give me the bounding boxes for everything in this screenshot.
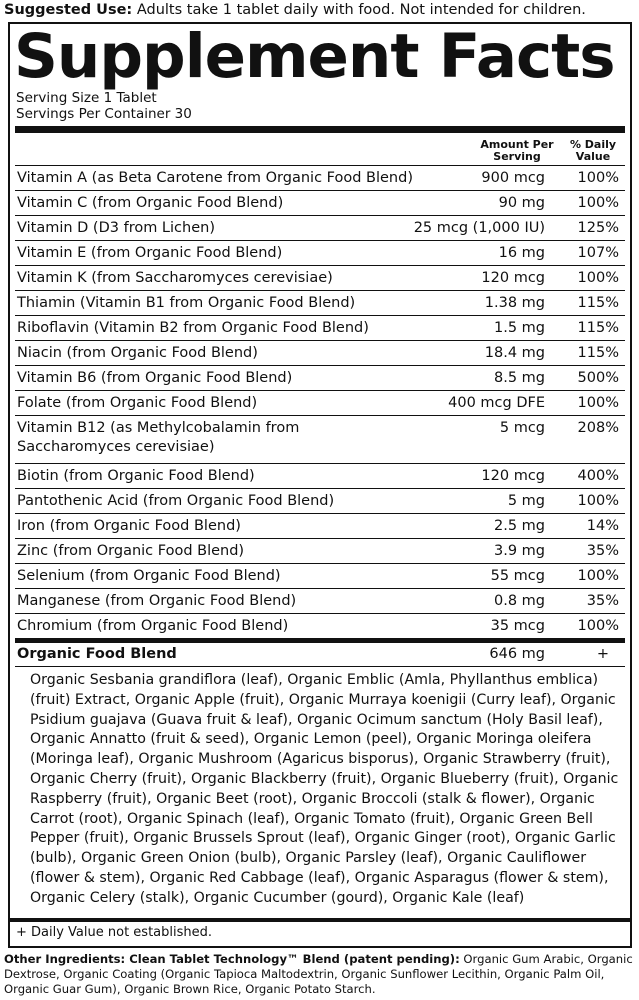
nutrient-dv: 115% xyxy=(577,295,619,311)
footnote: + Daily Value not established. xyxy=(10,918,630,946)
nutrient-row xyxy=(15,539,625,564)
nutrient-amount: 55 mcg xyxy=(490,568,545,584)
nutrient-amount: 2.5 mg xyxy=(494,518,545,534)
nutrient-dv: 100% xyxy=(577,568,619,584)
nutrient-name: Niacin (from Organic Food Blend) xyxy=(17,345,258,361)
nutrient-name: Vitamin B12 (as Methylcobalamin from Saccharomyces cerevisiae) xyxy=(17,420,300,455)
nutrient-row xyxy=(15,514,625,539)
nutrient-amount: 5 mg xyxy=(507,493,545,509)
nutrient-name: Manganese (from Organic Food Blend) xyxy=(17,593,297,609)
nutrient-dv: 100% xyxy=(577,618,619,634)
nutrient-name: Vitamin C (from Organic Food Blend) xyxy=(17,195,284,211)
nutrient-amount: 1.5 mg xyxy=(494,320,545,336)
serving-size: Serving Size 1 Tablet xyxy=(16,90,157,106)
nutrient-amount: 1.38 mg xyxy=(484,295,545,311)
nutrient-row xyxy=(15,464,625,489)
nutrient-amount: 16 mg xyxy=(498,245,545,261)
nutrient-amount: 3.9 mg xyxy=(494,543,545,559)
nutrient-amount: 400 mcg DFE xyxy=(448,395,545,411)
nutrient-amount: 35 mcg xyxy=(490,618,545,634)
nutrient-dv: 100% xyxy=(577,195,619,211)
blend-ingredients: Organic Sesbania grandiflora (leaf), Organic Emblic (Amla, Phyllanthus emblica) (fruit) Extract, Organic Apple (fruit), Organic Murraya koenigii (Curry leaf), Organic Psidium guajava (Guava fruit & leaf), Organic Ocimum sanctum (Holy Basil leaf), Organic Annatto (fruit & seed), Organic Lemon (peel), Organic Moringa oleifera (Moringa leaf), Organic Mushroom (Agaricus bisporus), Organic Strawberry (fruit), Organic Cherry (fruit), Organic Blackberry (fruit), Organic Blueberry (fruit), Organic Raspberry (fruit), Organic Beet (root), Organic Broccoli (stalk & flower), Organic Carrot (root), Organic Spinach (leaf), Organic Tomato (fruit), Organic Green Bell Pepper (fruit), Organic Brussels Sprout (leaf), Organic Ginger (root), Organic Garlic (bulb), Organic Green Onion (bulb), Organic Parsley (leaf), Organic Cauliflower (flower & stem), Organic Red Cabbage (leaf), Organic Asparagus (flower & stem), Organic Celery (stalk), Organic Cucumber (gourd), Organic Kale (leaf) xyxy=(30,672,619,906)
nutrient-name: Folate (from Organic Food Blend) xyxy=(17,395,258,411)
nutrient-name: Selenium (from Organic Food Blend) xyxy=(17,568,281,584)
nutrient-amount: 25 mcg (1,000 IU) xyxy=(413,220,545,236)
nutrient-row xyxy=(15,266,625,291)
nutrient-amount: 900 mcg xyxy=(481,170,545,186)
nutrient-amount: 18.4 mg xyxy=(484,345,545,361)
blend-dv: + xyxy=(596,646,609,662)
nutrient-row xyxy=(15,341,625,366)
nutrient-row xyxy=(15,391,625,416)
nutrient-dv: 107% xyxy=(577,245,619,261)
nutrient-name: Vitamin D (D3 from Lichen) xyxy=(17,220,215,236)
panel-title: Supplement Facts xyxy=(14,21,615,92)
nutrient-dv: 100% xyxy=(577,170,619,186)
nutrient-row xyxy=(15,241,625,266)
nutrient-row xyxy=(15,416,625,464)
suggested-use-label: Suggested Use: xyxy=(4,2,133,18)
nutrient-amount: 120 mcg xyxy=(481,468,545,484)
other-ingredients xyxy=(4,952,634,997)
nutrient-name: Pantothenic Acid (from Organic Food Blend) xyxy=(17,493,335,509)
nutrient-dv: 400% xyxy=(577,468,619,484)
nutrient-dv: 500% xyxy=(577,370,619,386)
nutrient-row xyxy=(15,589,625,614)
blend-amount: 646 mg xyxy=(489,646,545,662)
nutrient-row xyxy=(15,191,625,216)
nutrient-name: Chromium (from Organic Food Blend) xyxy=(17,618,289,634)
nutrient-dv: 35% xyxy=(586,543,619,559)
nutrient-amount: 8.5 mg xyxy=(494,370,545,386)
nutrient-name: Vitamin B6 (from Organic Food Blend) xyxy=(17,370,293,386)
suggested-use-text: Adults take 1 tablet daily with food. Not intended for children. xyxy=(132,2,586,18)
blend-name: Organic Food Blend xyxy=(17,646,177,662)
amount-header-line2: Serving xyxy=(493,150,541,163)
nutrient-row xyxy=(15,366,625,391)
supplement-facts-panel xyxy=(8,22,632,948)
column-header xyxy=(15,133,625,166)
nutrient-name: Zinc (from Organic Food Blend) xyxy=(17,543,245,559)
nutrient-dv: 100% xyxy=(577,395,619,411)
nutrient-dv: 35% xyxy=(586,593,619,609)
nutrient-dv: 125% xyxy=(577,220,619,236)
nutrient-rows xyxy=(15,166,625,638)
dv-header-line2: Value xyxy=(575,150,611,163)
nutrient-row xyxy=(15,291,625,316)
nutrient-row xyxy=(15,564,625,589)
nutrient-name: Biotin (from Organic Food Blend) xyxy=(17,468,255,484)
amount-header xyxy=(477,139,557,163)
nutrient-row xyxy=(15,489,625,514)
nutrient-amount: 120 mcg xyxy=(481,270,545,286)
suggested-use xyxy=(0,0,639,22)
amount-header-line1: Amount Per xyxy=(480,138,554,151)
nutrient-row xyxy=(15,614,625,638)
nutrient-amount: 0.8 mg xyxy=(494,593,545,609)
nutrient-row xyxy=(15,216,625,241)
nutrient-row xyxy=(15,316,625,341)
other-ingredients-text: Organic Gum Arabic, Organic Dextrose, Organic Coating (Organic Tapioca Maltodextrin, Organic Sunflower Lecithin, Organic Palm Oil, Organic Guar Gum), Organic Brown Rice, Organic Potato Starch. xyxy=(4,952,633,996)
servings-per-container: Servings Per Container 30 xyxy=(16,106,192,122)
nutrient-row xyxy=(15,166,625,191)
thick-divider xyxy=(15,126,625,133)
nutrient-name: Vitamin A (as Beta Carotene from Organic Food Blend) xyxy=(17,170,413,186)
nutrient-dv: 100% xyxy=(577,270,619,286)
nutrient-amount: 90 mg xyxy=(498,195,545,211)
nutrient-dv: 100% xyxy=(577,493,619,509)
nutrient-dv: 208% xyxy=(577,420,619,436)
nutrient-amount: 5 mcg xyxy=(499,420,545,436)
nutrient-name: Thiamin (Vitamin B1 from Organic Food Blend) xyxy=(17,295,356,311)
nutrient-dv: 14% xyxy=(586,518,619,534)
dv-header-line1: % Daily xyxy=(569,138,617,151)
nutrient-name: Vitamin E (from Organic Food Blend) xyxy=(17,245,283,261)
dv-header xyxy=(565,139,621,163)
other-ingredients-label: Other Ingredients: Clean Tablet Technology™ Blend (patent pending): xyxy=(4,952,460,966)
nutrient-dv: 115% xyxy=(577,345,619,361)
blend-row xyxy=(15,638,625,667)
nutrient-dv: 115% xyxy=(577,320,619,336)
nutrient-name: Vitamin K (from Saccharomyces cerevisiae) xyxy=(17,270,333,286)
nutrient-name: Iron (from Organic Food Blend) xyxy=(17,518,241,534)
nutrient-name: Riboflavin (Vitamin B2 from Organic Food Blend) xyxy=(17,320,369,336)
